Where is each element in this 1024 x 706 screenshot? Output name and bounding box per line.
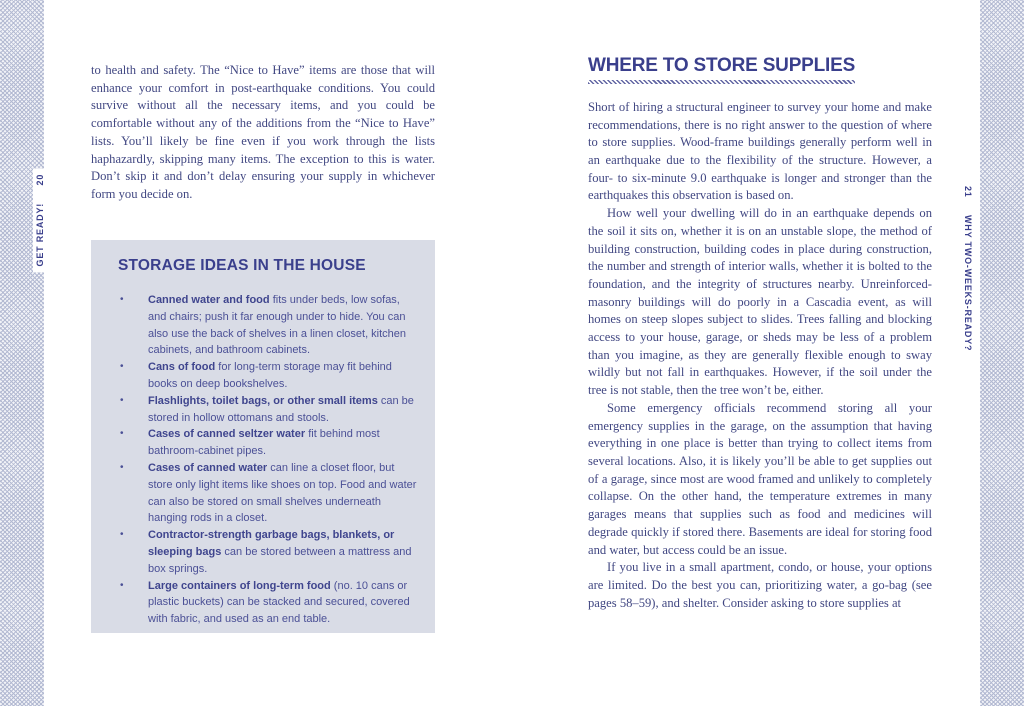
bullet-icon: •: [120, 294, 124, 305]
list-item: [118, 393, 419, 427]
heading-underline: [588, 80, 855, 84]
left-border-hatch-pattern: [0, 0, 44, 706]
spine-label-right: [961, 180, 975, 357]
page-number-right: 21: [963, 186, 973, 198]
box-title: STORAGE IDEAS IN THE HOUSE: [118, 257, 366, 274]
bullet-icon: •: [120, 394, 124, 406]
list-item: [118, 359, 419, 393]
section-heading: WHERE TO STORE SUPPLIES: [588, 55, 856, 76]
body-paragraph: Some emergency officials recommend storing all your emergency supplies in the garage, on the assumption that having everything in one place is better than trying to collect items from several locations. Also, it is likely you’ll be able to get supplies out of a garage, since most are wood framed and unlikely to completely collapse. On the other hand, the temperature extremes in many garages means that supplies such as food and medicines will degrade quickly if stored there. Basements are ideal for storing food and water, but access could be an issue.: [588, 400, 932, 557]
item-lead: Cases of canned seltzer water: [148, 428, 306, 441]
item-lead: Canned water and food: [148, 294, 270, 306]
list-item: [118, 426, 419, 460]
section-heading-block: [588, 56, 855, 84]
item-lead: Cases of canned water: [148, 461, 268, 474]
item-lead: Large containers of long-term food: [148, 579, 331, 592]
list-item: [118, 292, 419, 359]
page-number-left: 20: [35, 174, 45, 186]
item-text: fits under beds, low sofas, and chairs; push it far enough under to hide. You can also use the back of shelves in a linen closet, kitchen cabinets, and bathroom cabinets.: [148, 294, 407, 357]
body-paragraph: Short of hiring a structural engineer to survey your home and make recommendations, there is no right answer to the question of where to store supplies. Wood-frame buildings generally perform well in an earthquake due to the flexibility of the structure. However, a four- to six-minute 9.0 earthquake is longer and stronger than the earthquakes this observation is based on.: [588, 99, 932, 203]
storage-ideas-box: [91, 240, 435, 633]
item-text: for long-term storage may fit behind books on deep bookshelves.: [148, 361, 392, 390]
chapter-title: WHY TWO-WEEKS-READY?: [963, 214, 973, 352]
item-lead: Flashlights, toilet bags, or other small items: [148, 394, 378, 407]
bullet-icon: •: [120, 461, 124, 473]
item-text: can be stored in hollow ottomans and stools.: [148, 394, 414, 424]
item-text: can line a closet floor, but store only light items like shoes on top. Food and water can also be stored on small shelves underneath hanging rods in a closet.: [148, 461, 417, 525]
item-lead: Cans of food: [148, 361, 216, 374]
list-item: [118, 527, 419, 577]
body-paragraph: If you live in a small apartment, condo, or house, your options are limited. Do the best you can, prioritizing water, a go-bag (see pages 58–59), and shelter. Consider asking to store supplies at: [588, 560, 932, 610]
series-title: GET READY!: [35, 202, 45, 267]
body-paragraph: How well your dwelling will do in an earthquake depends on the soil it sits on, whether it is on an unstable slope, the method of building construction, building codes in place during construction, the number and strength of interior walls, whether it is bolted to the foundation, and the integrity of structures nearby. Unreinforced-masonry buildings will do poorly in a Cascadia event, as will homes on steep slopes subject to slides. Trees falling and blocking access to your house, garage, or sheds may be less of a problem than you imagine, as they are generally flexible enough to sway wildly but not fall in earthquakes. However, if the soil under the tree is not stable, then the tree won’t be, either.: [588, 206, 932, 398]
right-page: [588, 0, 932, 612]
item-text: (no. 10 cans or plastic buckets) can be stacked and secured, covered with fabric, and used as an end table.: [148, 579, 410, 626]
bullet-icon: •: [120, 428, 124, 440]
bullet-icon: •: [120, 361, 124, 373]
item-text: fit behind most bathroom-cabinet pipes.: [148, 428, 380, 458]
storage-ideas-list: [118, 292, 419, 628]
bullet-icon: •: [120, 529, 124, 541]
right-border-hatch-pattern: [980, 0, 1024, 706]
intro-paragraph: to health and safety. The “Nice to Have” items are those that will enhance your comfort in post-earthquake conditions. You could survive without all the necessary items, and you could be comfortable without any of the additions from the “Nice to Have” lists. You’ll likely be fine even if you work through the lists haphazardly, skipping many items. The exception to this is water. Don’t skip it and don’t delay ensuring your supply in whichever form you decide on.: [91, 63, 435, 201]
bullet-icon: •: [120, 579, 124, 591]
spine-label-left: [33, 168, 47, 272]
list-item: [118, 460, 419, 527]
item-text: can be stored between a mattress and box springs.: [148, 545, 412, 575]
list-item: [118, 578, 419, 628]
item-lead: Contractor-strength garbage bags, blankets, or sleeping bags: [148, 529, 395, 558]
left-page: [91, 0, 435, 626]
